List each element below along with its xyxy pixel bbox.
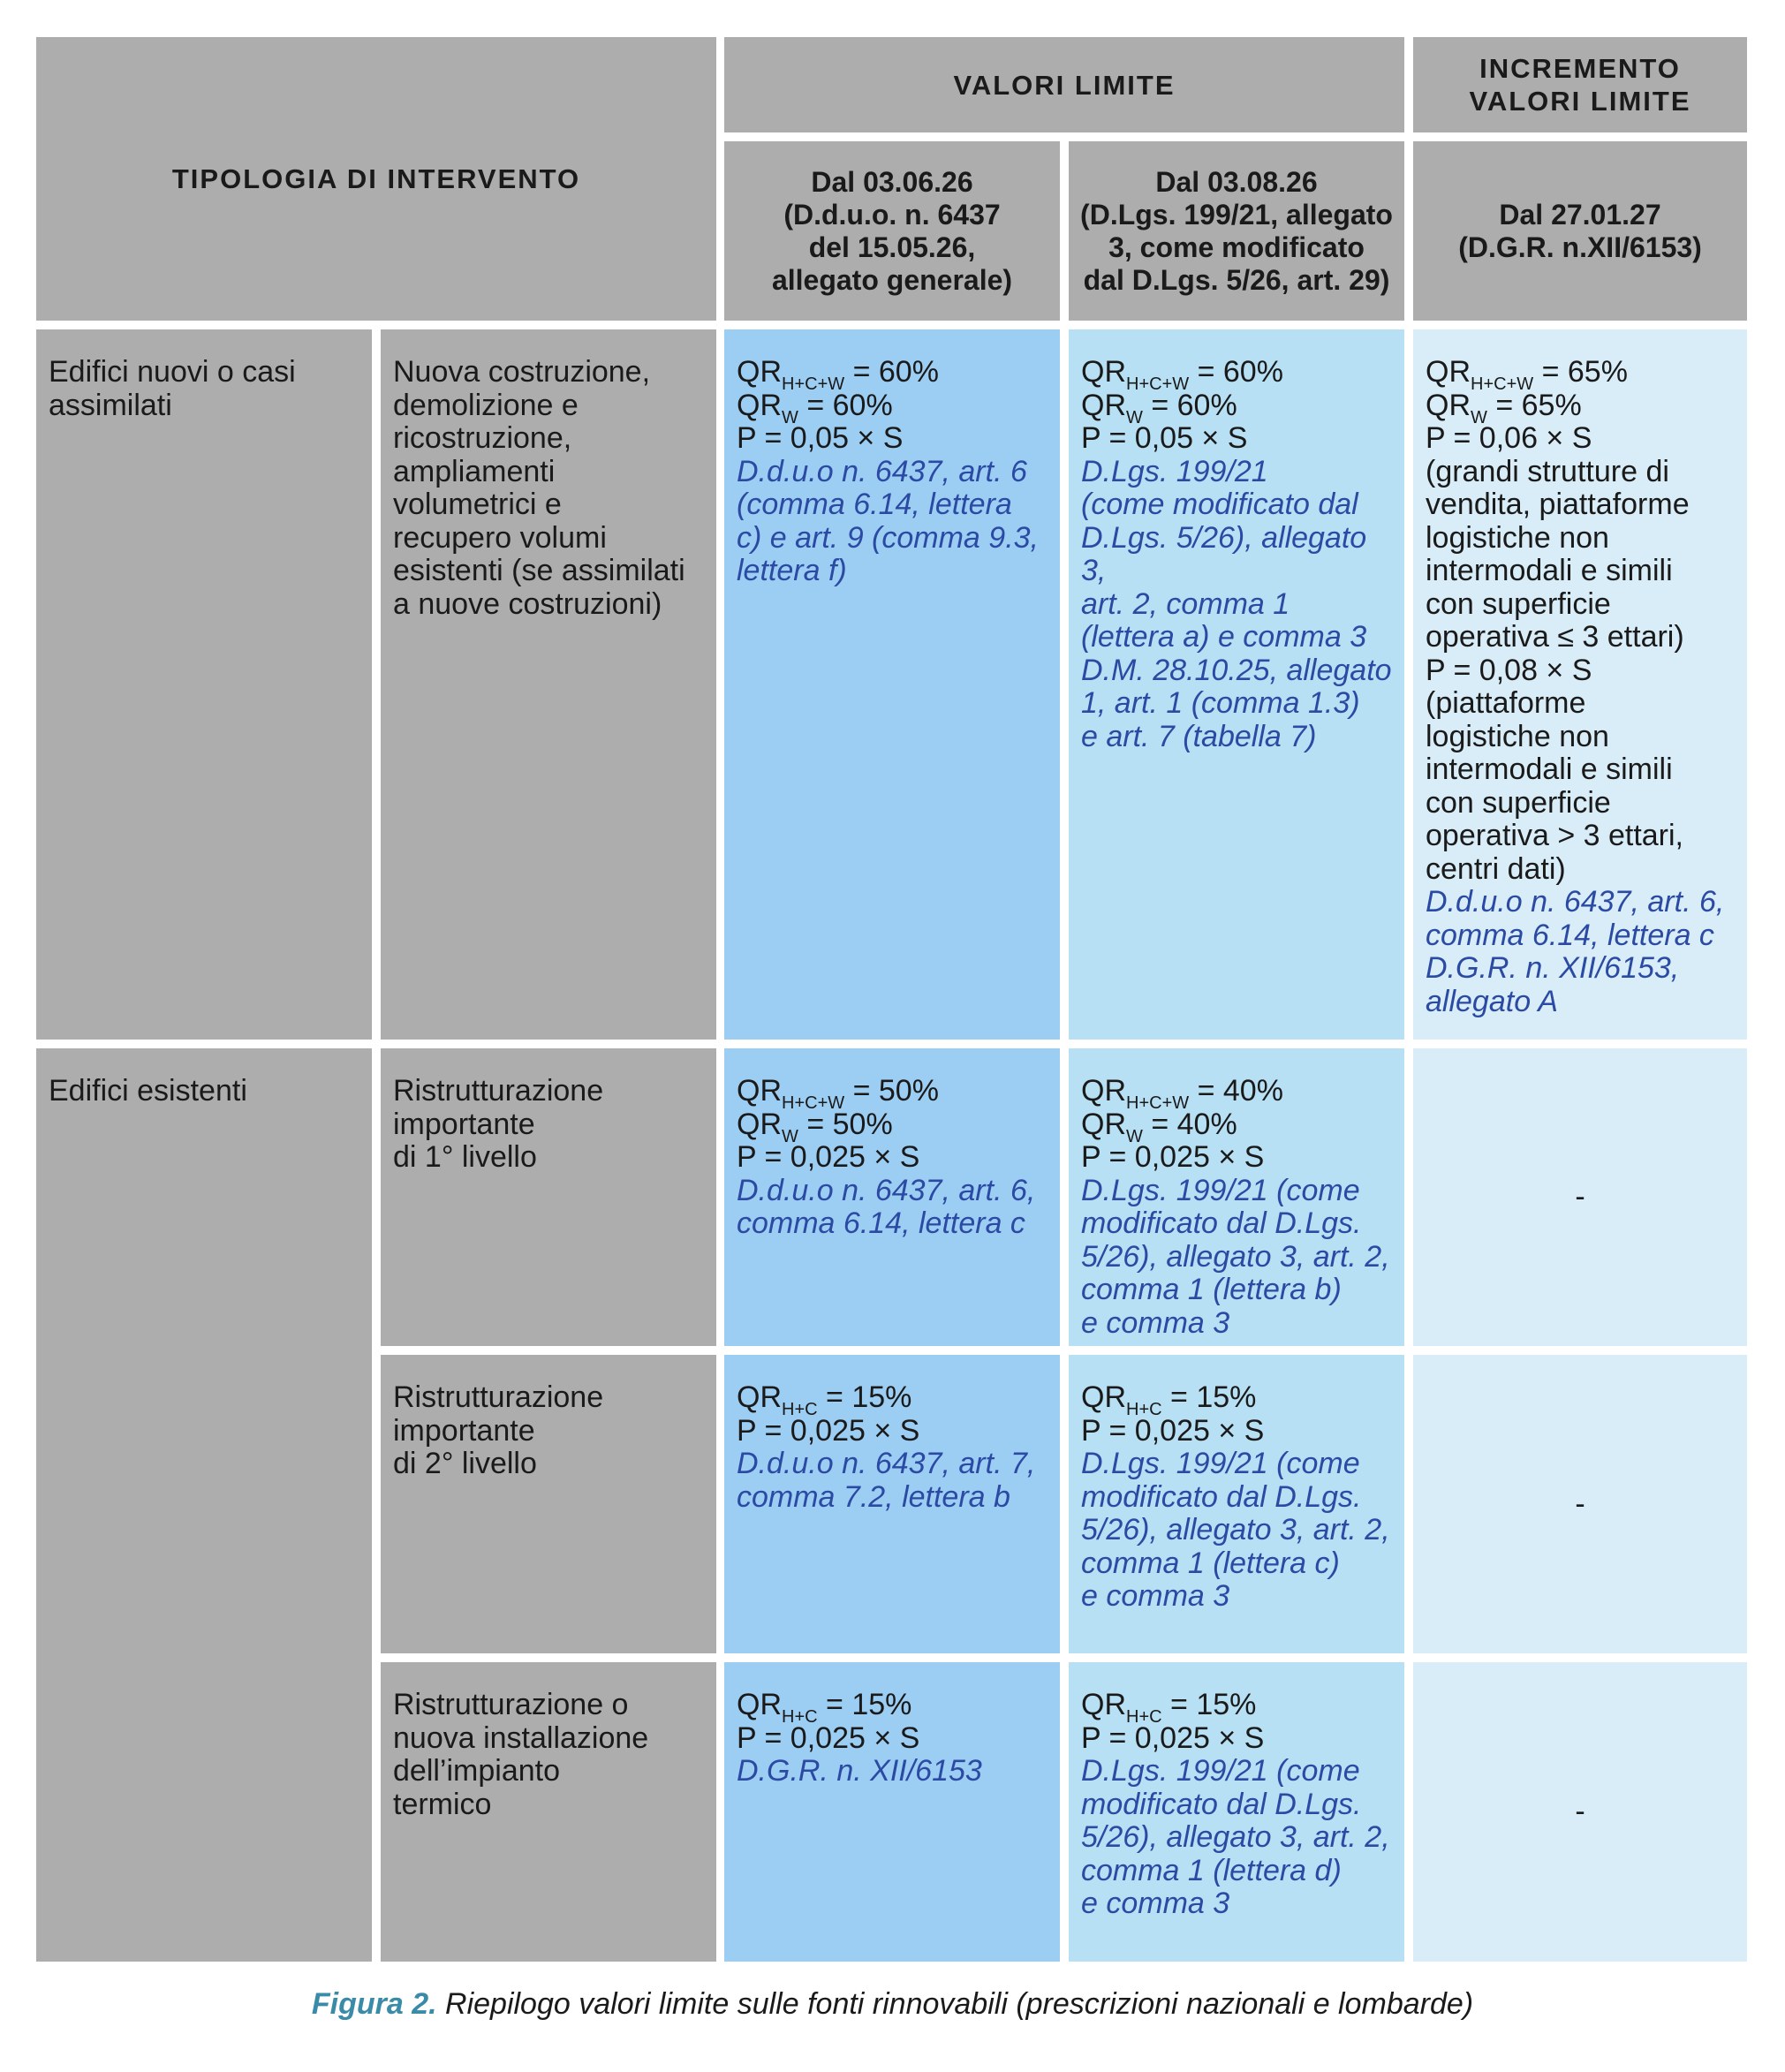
- value-line: operativa ≤ 3 ettari): [1426, 620, 1684, 654]
- reference-line: comma 6.14, lettera c: [1426, 918, 1714, 952]
- category-line: Edifici nuovi o casi: [49, 355, 296, 389]
- reference-line: D.M. 28.10.25, allegato: [1081, 653, 1392, 687]
- reference-line: e art. 7 (tabella 7): [1081, 719, 1317, 753]
- type-line: importante: [393, 1413, 535, 1448]
- value-line: (grandi strutture di: [1426, 454, 1669, 488]
- cell-row2-col1: [724, 1048, 1060, 1346]
- type-line: recupero volumi: [393, 520, 607, 555]
- header-tipologia: [36, 37, 716, 321]
- header-col2-line: Dal 03.08.26: [1155, 165, 1318, 198]
- reference-line: (lettera a) e comma 3: [1081, 620, 1367, 654]
- qr-base: QR: [1081, 355, 1126, 389]
- cell-row3-col2: [1069, 1355, 1404, 1653]
- category-line: Edifici esistenti: [49, 1074, 247, 1108]
- qr-subscript: W: [782, 1126, 798, 1146]
- type-line: demolizione e: [393, 388, 579, 422]
- qr-percent: = 15%: [1161, 1688, 1257, 1721]
- value-line: intermodali e simili: [1426, 752, 1673, 786]
- reference-line: 5/26), allegato 3, art. 2,: [1081, 1820, 1390, 1854]
- type-line: Nuova costruzione,: [393, 355, 651, 389]
- qr-base: QR: [737, 1074, 782, 1108]
- figure-label: Figura 2.: [311, 1987, 437, 2021]
- qr-value: [737, 388, 1048, 427]
- qr-subscript: H+C: [782, 1400, 818, 1419]
- category-line: assimilati: [49, 388, 172, 422]
- header-col1-line: del 15.05.26,: [808, 231, 976, 263]
- reference-line: lettera f): [737, 554, 847, 587]
- qr-percent: = 60%: [1142, 388, 1237, 422]
- type-line: ampliamenti: [393, 454, 556, 488]
- header-valori-limite: [724, 37, 1404, 132]
- qr-base: QR: [1081, 1688, 1126, 1721]
- cell-row2-col3: [1413, 1048, 1747, 1346]
- qr-subscript: W: [1471, 407, 1487, 427]
- header-tipologia-label: TIPOLOGIA DI INTERVENTO: [171, 163, 581, 194]
- qr-percent: = 65%: [1533, 355, 1628, 389]
- category-esistenti: [36, 1048, 372, 1962]
- reference-line: comma 1 (lettera b): [1081, 1273, 1342, 1306]
- reference-line: c) e art. 9 (comma 9.3,: [737, 520, 1039, 555]
- reference-line: comma 7.2, lettera b: [737, 1479, 1010, 1514]
- qr-value: [1081, 388, 1392, 427]
- qr-value: [1081, 355, 1392, 394]
- type-line: Ristrutturazione: [393, 1380, 604, 1414]
- power-formula: P = 0,025 × S: [1081, 1413, 1265, 1448]
- cell-row2-col2: [1069, 1048, 1404, 1346]
- header-col1-line: allegato generale): [771, 263, 1013, 296]
- value-line: vendita, piattaforme: [1426, 488, 1690, 521]
- qr-value: [737, 1380, 1048, 1419]
- reference-line: D.G.R. n. XII/6153: [737, 1754, 982, 1788]
- power-formula: P = 0,025 × S: [1081, 1720, 1265, 1755]
- type-line: importante: [393, 1107, 535, 1141]
- reference-line: modificato dal D.Lgs.: [1081, 1479, 1362, 1514]
- qr-value: [1426, 355, 1735, 394]
- reference-line: D.d.u.o n. 6437, art. 6,: [737, 1173, 1036, 1207]
- figure-caption-text: Riepilogo valori limite sulle fonti rinnovabili (prescrizioni nazionali e lombarde): [436, 1987, 1474, 2021]
- value-line: P = 0,08 × S: [1426, 653, 1592, 687]
- qr-base: QR: [1081, 1380, 1126, 1414]
- type-line: di 2° livello: [393, 1447, 537, 1480]
- reference-line: allegato A: [1426, 984, 1558, 1018]
- empty-dash: -: [1575, 1795, 1585, 1828]
- qr-subscript: H+C: [1126, 1400, 1162, 1419]
- qr-base: QR: [1081, 388, 1126, 422]
- qr-percent: = 40%: [1189, 1074, 1283, 1108]
- reference-line: 5/26), allegato 3, art. 2,: [1081, 1239, 1390, 1274]
- qr-base: QR: [1081, 1074, 1126, 1108]
- type-impianto-termico: [381, 1662, 716, 1962]
- qr-percent: = 60%: [1189, 355, 1283, 389]
- header-col1-line: (D.d.u.o. n. 6437: [783, 198, 1001, 231]
- reference-line: D.d.u.o n. 6437, art. 7,: [737, 1447, 1036, 1480]
- qr-base: QR: [737, 1688, 782, 1721]
- qr-subscript: H+C+W: [1126, 374, 1190, 394]
- qr-percent: = 15%: [1161, 1380, 1257, 1414]
- qr-percent: = 15%: [817, 1380, 912, 1414]
- qr-percent: = 40%: [1142, 1107, 1237, 1141]
- power-formula: P = 0,025 × S: [737, 1413, 920, 1448]
- header-col2-line: 3, come modificato: [1108, 231, 1365, 263]
- header-incremento-line: VALORI LIMITE: [1469, 86, 1691, 117]
- qr-value: [737, 1107, 1048, 1146]
- cell-row1-col3: [1413, 329, 1747, 1040]
- reference-line: e comma 3: [1081, 1579, 1230, 1613]
- qr-value: [737, 1688, 1048, 1727]
- value-line: con superficie: [1426, 785, 1611, 820]
- cell-row4-col3: [1413, 1662, 1747, 1962]
- reference-line: 1, art. 1 (comma 1.3): [1081, 686, 1360, 720]
- value-line: intermodali e simili: [1426, 554, 1673, 587]
- qr-base: QR: [1426, 388, 1471, 422]
- category-nuovi: [36, 329, 372, 1040]
- qr-subscript: H+C+W: [1471, 374, 1534, 394]
- qr-base: QR: [737, 1107, 782, 1141]
- cell-row4-col2: [1069, 1662, 1404, 1962]
- power-formula: P = 0,05 × S: [1081, 421, 1248, 455]
- qr-base: QR: [1426, 355, 1471, 389]
- qr-percent: = 50%: [844, 1074, 939, 1108]
- qr-value: [1426, 388, 1735, 427]
- reference-line: art. 2, comma 1: [1081, 586, 1290, 621]
- value-line: (piattaforme: [1426, 686, 1586, 720]
- figure-caption: [0, 1987, 1785, 2022]
- empty-dash: -: [1575, 1180, 1585, 1214]
- type-line: Ristrutturazione: [393, 1074, 604, 1108]
- cell-row1-col2: [1069, 329, 1404, 1040]
- reference-line: 5/26), allegato 3, art. 2,: [1081, 1513, 1390, 1546]
- type-line: esistenti (se assimilati: [393, 554, 685, 587]
- qr-value: [1081, 1107, 1392, 1146]
- type-line: di 1° livello: [393, 1140, 537, 1174]
- qr-percent: = 60%: [798, 388, 893, 422]
- qr-subscript: H+C+W: [782, 374, 845, 394]
- value-line: logistiche non: [1426, 520, 1609, 555]
- type-line: volumetrici e: [393, 488, 562, 521]
- qr-base: QR: [737, 1380, 782, 1414]
- header-col1-line: Dal 03.06.26: [811, 165, 973, 198]
- type-ristrutturazione-1: [381, 1048, 716, 1346]
- header-incremento-line: INCREMENTO: [1479, 53, 1681, 84]
- cell-row1-col1: [724, 329, 1060, 1040]
- qr-value: [1081, 1688, 1392, 1727]
- power-formula: P = 0,025 × S: [737, 1140, 920, 1174]
- cell-row4-col1: [724, 1662, 1060, 1962]
- header-col2-line: dal D.Lgs. 5/26, art. 29): [1083, 263, 1390, 296]
- header-col3-line: (D.G.R. n.XII/6153): [1458, 231, 1702, 263]
- qr-base: QR: [737, 355, 782, 389]
- qr-subscript: H+C+W: [782, 1093, 845, 1113]
- header-col1: [724, 141, 1060, 321]
- reference-line: D.Lgs. 5/26), allegato 3,: [1081, 520, 1367, 587]
- header-col3: [1413, 141, 1747, 321]
- header-col3-line: Dal 27.01.27: [1499, 198, 1661, 231]
- value-line: con superficie: [1426, 586, 1611, 621]
- type-line: a nuove costruzioni): [393, 586, 662, 621]
- qr-percent: = 15%: [817, 1688, 912, 1721]
- qr-percent: = 50%: [798, 1107, 893, 1141]
- power-formula: P = 0,025 × S: [737, 1720, 920, 1755]
- header-col2-line: (D.Lgs. 199/21, allegato: [1080, 198, 1393, 231]
- qr-subscript: H+C: [1126, 1707, 1162, 1727]
- reference-line: D.Lgs. 199/21: [1081, 454, 1268, 488]
- qr-percent: = 60%: [844, 355, 939, 389]
- reference-line: (comma 6.14, lettera: [737, 488, 1012, 521]
- reference-line: D.Lgs. 199/21 (come: [1081, 1447, 1360, 1480]
- power-formula: P = 0,025 × S: [1081, 1140, 1265, 1174]
- cell-row3-col3: [1413, 1355, 1747, 1653]
- type-line: termico: [393, 1787, 492, 1821]
- qr-subscript: W: [1126, 407, 1143, 427]
- value-line: P = 0,06 × S: [1426, 421, 1592, 455]
- qr-value: [1081, 1074, 1392, 1113]
- reference-line: comma 1 (lettera d): [1081, 1853, 1342, 1887]
- qr-subscript: W: [782, 407, 798, 427]
- qr-base: QR: [737, 388, 782, 422]
- qr-subscript: H+C+W: [1126, 1093, 1190, 1113]
- reference-line: D.Lgs. 199/21 (come: [1081, 1173, 1360, 1207]
- value-line: operativa > 3 ettari,: [1426, 819, 1684, 852]
- header-valori-limite-label: VALORI LIMITE: [953, 69, 1176, 101]
- value-line: centri dati): [1426, 851, 1566, 886]
- reference-line: (come modificato dal: [1081, 488, 1358, 521]
- qr-percent: = 65%: [1486, 388, 1582, 422]
- qr-value: [737, 1074, 1048, 1113]
- qr-subscript: W: [1126, 1126, 1143, 1146]
- header-col2: [1069, 141, 1404, 321]
- value-line: logistiche non: [1426, 719, 1609, 753]
- reference-line: comma 1 (lettera c): [1081, 1546, 1340, 1580]
- type-nuova-costruzione: [381, 329, 716, 1040]
- reference-line: e comma 3: [1081, 1887, 1230, 1920]
- header-incremento: [1413, 37, 1747, 132]
- reference-line: comma 6.14, lettera c: [737, 1206, 1025, 1240]
- type-line: Ristrutturazione o: [393, 1688, 629, 1721]
- type-line: nuova installazione: [393, 1720, 649, 1755]
- qr-value: [737, 355, 1048, 394]
- cell-row3-col1: [724, 1355, 1060, 1653]
- type-line: dell’impianto: [393, 1754, 560, 1788]
- qr-value: [1081, 1380, 1392, 1419]
- reference-line: modificato dal D.Lgs.: [1081, 1787, 1362, 1821]
- reference-line: e comma 3: [1081, 1305, 1230, 1340]
- qr-base: QR: [1081, 1107, 1126, 1141]
- reference-line: D.G.R. n. XII/6153,: [1426, 951, 1680, 985]
- type-line: ricostruzione,: [393, 421, 572, 455]
- reference-line: modificato dal D.Lgs.: [1081, 1206, 1362, 1240]
- type-ristrutturazione-2: [381, 1355, 716, 1653]
- reference-line: D.d.u.o n. 6437, art. 6,: [1426, 885, 1725, 919]
- reference-line: D.Lgs. 199/21 (come: [1081, 1754, 1360, 1788]
- qr-subscript: H+C: [782, 1707, 818, 1727]
- reference-line: D.d.u.o n. 6437, art. 6: [737, 454, 1027, 488]
- power-formula: P = 0,05 × S: [737, 421, 904, 455]
- empty-dash: -: [1575, 1486, 1585, 1521]
